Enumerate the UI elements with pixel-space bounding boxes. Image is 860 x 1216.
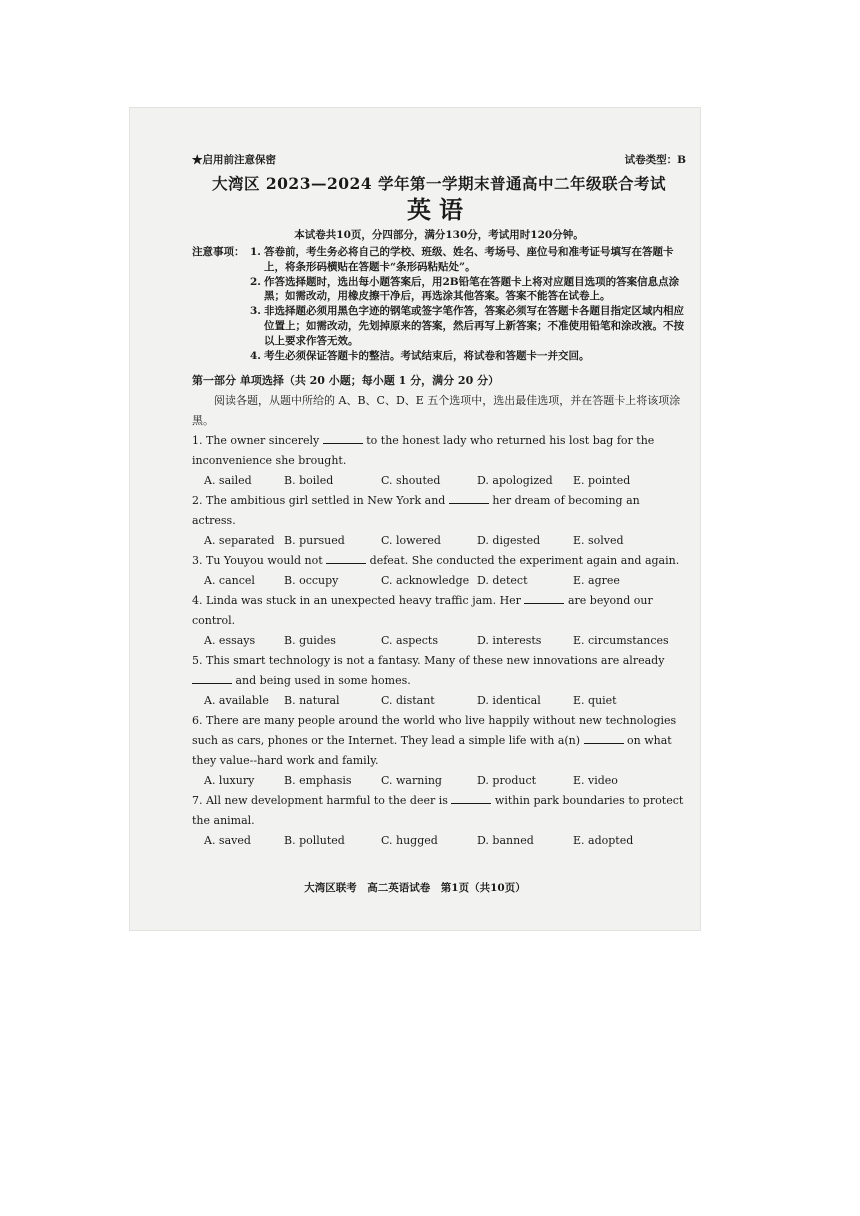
question-block: [192, 431, 686, 491]
part-heading: 第一部分 单项选择（共 20 小题；每小题 1 分，满分 20 分）: [192, 374, 500, 388]
note-text: 答卷前，考生务必将自己的学校、班级、姓名、考场号、座位号和准考证号填写在答题卡上，将条形码横贴在答题卡“条形码粘贴处”。: [264, 246, 674, 273]
answer-option: B. emphasis: [284, 774, 352, 788]
answer-option: E. adopted: [573, 834, 634, 848]
exam-title: 大湾区 2023—2024 学年第一学期末普通高中二年级联合考试: [211, 174, 667, 193]
question-text: are beyond our control.: [192, 594, 653, 628]
question-stem: [192, 651, 686, 691]
question-text: 3. Tu Youyou would not: [192, 554, 327, 568]
paper-type: 试卷类型：B: [624, 154, 686, 166]
question-stem: [192, 551, 686, 571]
answer-option: A. essays: [204, 634, 256, 648]
answer-option: D. digested: [477, 534, 541, 548]
question-text: 2. The ambitious girl settled in New York and: [192, 494, 449, 508]
question-block: [192, 791, 686, 851]
question-block: [192, 711, 686, 791]
answer-blank: [192, 673, 232, 684]
answer-option: D. identical: [477, 694, 541, 708]
option-row: [192, 691, 686, 711]
answer-option: D. apologized: [477, 474, 553, 488]
answer-option: C. distant: [381, 694, 435, 708]
answer-option: A. luxury: [204, 774, 255, 788]
question-stem: [192, 491, 686, 531]
header-bar: [192, 152, 686, 168]
answer-option: B. pursued: [284, 534, 345, 548]
answer-option: E. quiet: [573, 694, 617, 708]
subject-title: 英语: [407, 195, 471, 224]
question-block: [192, 551, 686, 591]
answer-blank: [323, 433, 363, 444]
answer-option: A. sailed: [204, 474, 252, 488]
answer-option: B. occupy: [284, 574, 339, 588]
answer-option: E. circumstances: [573, 634, 669, 648]
page-content: [192, 152, 686, 851]
option-row: [192, 531, 686, 551]
answer-option: E. pointed: [573, 474, 631, 488]
answer-option: E. video: [573, 774, 618, 788]
answer-blank: [326, 553, 366, 564]
question-stem: [192, 791, 686, 831]
question-text: defeat. She conducted the experiment again and again.: [366, 554, 680, 568]
question-text: 6. There are many people around the world who live happily without new technologies such as cars, phones or the Internet. They lead a simple life with a(n): [192, 714, 677, 748]
note-number: 2.: [250, 275, 261, 288]
answer-option: C. lowered: [381, 534, 441, 548]
question-stem: [192, 591, 686, 631]
option-row: [192, 631, 686, 651]
answer-option: E. agree: [573, 574, 620, 588]
question-text: within park boundaries to protect the animal.: [192, 794, 684, 828]
answer-option: D. interests: [477, 634, 542, 648]
answer-option: B. guides: [284, 634, 336, 648]
question-stem: [192, 431, 686, 471]
question-block: [192, 491, 686, 551]
notes-label: 注意事项：: [192, 246, 245, 258]
answer-option: C. shouted: [381, 474, 441, 488]
question-text: 7. All new development harmful to the deer is: [192, 794, 452, 808]
part-instruction: 阅读各题，从题中所给的 A、B、C、D、E 五个选项中，选出最佳选项，并在答题卡上将该项涂黑。: [192, 394, 681, 428]
question-text: to the honest lady who returned his lost bag for the inconvenience she brought.: [192, 434, 655, 468]
option-row: [192, 471, 686, 491]
question-text: and being used in some homes.: [232, 674, 411, 688]
question-block: [192, 651, 686, 711]
note-text: 非选择题必须用黑色字迹的钢笔或签字笔作答，答案必须写在答题卡各题目指定区域内相应位置上；如需改动，先划掉原来的答案，然后再写上新答案；不准使用铅笔和涂改液。不按以上要求作答无效。: [264, 305, 684, 347]
option-row: [192, 571, 686, 591]
answer-option: A. saved: [204, 834, 251, 848]
answer-option: C. aspects: [381, 634, 438, 648]
answer-option: C. hugged: [381, 834, 438, 848]
answer-option: B. natural: [284, 694, 340, 708]
note-number: 1.: [250, 246, 261, 258]
question-block: [192, 591, 686, 651]
answer-blank: [451, 793, 491, 804]
answer-option: D. banned: [477, 834, 534, 848]
note-text: 作答选择题时，选出每小题答案后，用2B铅笔在答题卡上将对应题目选项的答案信息点涂黑；如需改动，用橡皮擦干净后，再选涂其他答案。答案不能答在试卷上。: [264, 275, 680, 303]
confidential-mark: ★启用前注意保密: [192, 154, 276, 166]
answer-option: D. product: [477, 774, 537, 788]
answer-blank: [449, 493, 489, 504]
answer-option: B. boiled: [284, 474, 334, 488]
notes-section: [192, 245, 686, 363]
question-text: 1. The owner sincerely: [192, 434, 323, 448]
answer-option: A. separated: [204, 534, 275, 548]
option-row: [192, 831, 686, 851]
note-number: 3.: [250, 305, 261, 318]
question-text: on what they value--hard work and family.: [192, 734, 672, 768]
exam-info: 本试卷共10页，分四部分，满分130分，考试用时120分钟。: [294, 229, 584, 241]
answer-blank: [584, 733, 624, 744]
question-text: 4. Linda was stuck in an unexpected heavy traffic jam. Her: [192, 594, 525, 608]
answer-option: A. available: [204, 694, 269, 708]
note-text: 考生必须保证答题卡的整洁。考试结束后，将试卷和答题卡一并交回。: [264, 349, 590, 362]
question-list: [192, 431, 686, 851]
option-row: [192, 771, 686, 791]
note-number: 4.: [250, 349, 261, 362]
answer-option: C. acknowledge: [381, 574, 470, 588]
answer-option: B. polluted: [284, 834, 345, 848]
question-text: 5. This smart technology is not a fantasy. Many of these new innovations are already: [192, 654, 665, 668]
answer-option: D. detect: [477, 574, 528, 588]
answer-option: E. solved: [573, 534, 624, 548]
answer-option: C. warning: [381, 774, 442, 788]
exam-page: [130, 108, 700, 930]
answer-option: A. cancel: [204, 574, 255, 588]
question-stem: [192, 711, 686, 771]
page-footer: 大湾区联考 高二英语试卷 第1页（共10页）: [304, 882, 526, 894]
question-text: her dream of becoming an actress.: [192, 494, 640, 528]
answer-blank: [524, 593, 564, 604]
